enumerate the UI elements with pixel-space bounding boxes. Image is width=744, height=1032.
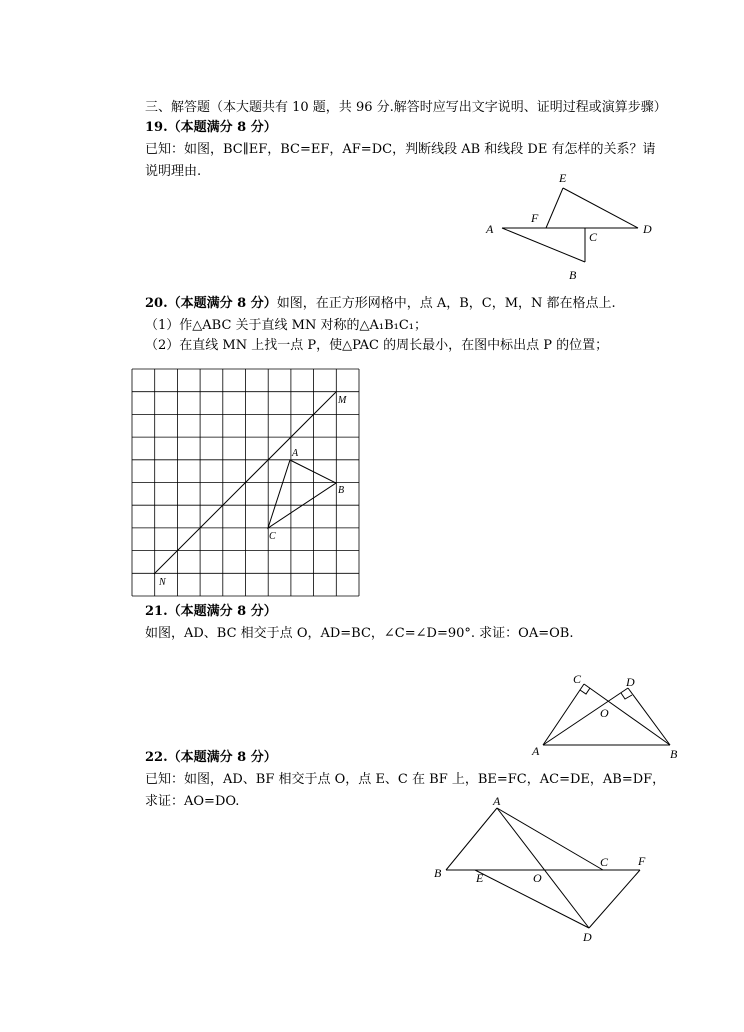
q22-text-line2: 求证：AO=DO.: [145, 794, 240, 809]
q22-line-AD: [497, 808, 589, 928]
q19-label-F: F: [531, 211, 539, 225]
q22-label-C: C: [600, 855, 609, 869]
q19-label-B: B: [569, 268, 577, 282]
q19-label-A: A: [486, 222, 494, 236]
q21-label-C: C: [573, 672, 582, 686]
q20-label-A: A: [292, 448, 299, 459]
q19-label-C: C: [589, 230, 598, 244]
q20-intro: 如图，在正方形网格中，点 A，B，C，M，N 都在格点上.: [276, 296, 616, 311]
q22-line-DF: [589, 870, 640, 928]
q22-line-AC: [497, 808, 603, 870]
q22-text-line1: 已知：如图，AD、BF 相交于点 O，点 E、C 在 BF 上，BE=FC，AC=DE，AB=DF，: [145, 772, 666, 787]
q22-label-F: F: [638, 854, 646, 868]
q20-label-N: N: [159, 577, 166, 588]
q20-label-B: B: [338, 485, 345, 496]
q20-part1: （1）作△ABC 关于直线 MN 对称的△A₁B₁C₁；: [145, 318, 428, 333]
q19-label-D: D: [643, 222, 652, 236]
q22-label-O: O: [533, 871, 542, 885]
q21-label-B: B: [670, 747, 678, 761]
q21-label-O: O: [600, 706, 609, 720]
q20-part2: （2）在直线 MN 上找一点 P，使△PAC 的周长最小，在图中标出点 P 的位置；: [145, 338, 609, 353]
q19-label-E: E: [559, 171, 567, 185]
q21-text: 如图，AD、BC 相交于点 O，AD=BC，∠C=∠D=90°. 求证：OA=OB.: [145, 626, 574, 641]
q22-label-A: A: [493, 794, 501, 808]
q19-text-line1: 已知：如图，BC∥EF，BC=EF，AF=DC，判断线段 AB 和线段 DE 有怎样的关系？请: [145, 142, 656, 157]
q21-label-A: A: [532, 744, 540, 758]
q22-label-B: B: [434, 866, 442, 880]
q22-line-ED: [475, 870, 589, 928]
q21-heading: 21.（本题满分 8 分）: [145, 604, 277, 619]
section-title: 三、解答题（本大题共有 10 题，共 96 分.解答时应写出文字说明、证明过程或演算步骤）: [145, 100, 667, 115]
q22-label-E: E: [476, 871, 484, 885]
q19-heading: 19.（本题满分 8 分）: [145, 120, 277, 135]
q19-text-line2: 说明理由.: [145, 164, 202, 179]
q20-heading: 20.（本题满分 8 分）: [145, 296, 277, 311]
q20-label-M: M: [338, 395, 347, 406]
q20-label-C: C: [269, 531, 276, 542]
q22-label-D: D: [583, 930, 592, 944]
q22-line-BA: [446, 808, 497, 870]
q22-heading: 22.（本题满分 8 分）: [145, 750, 277, 765]
q21-label-D: D: [626, 675, 635, 689]
